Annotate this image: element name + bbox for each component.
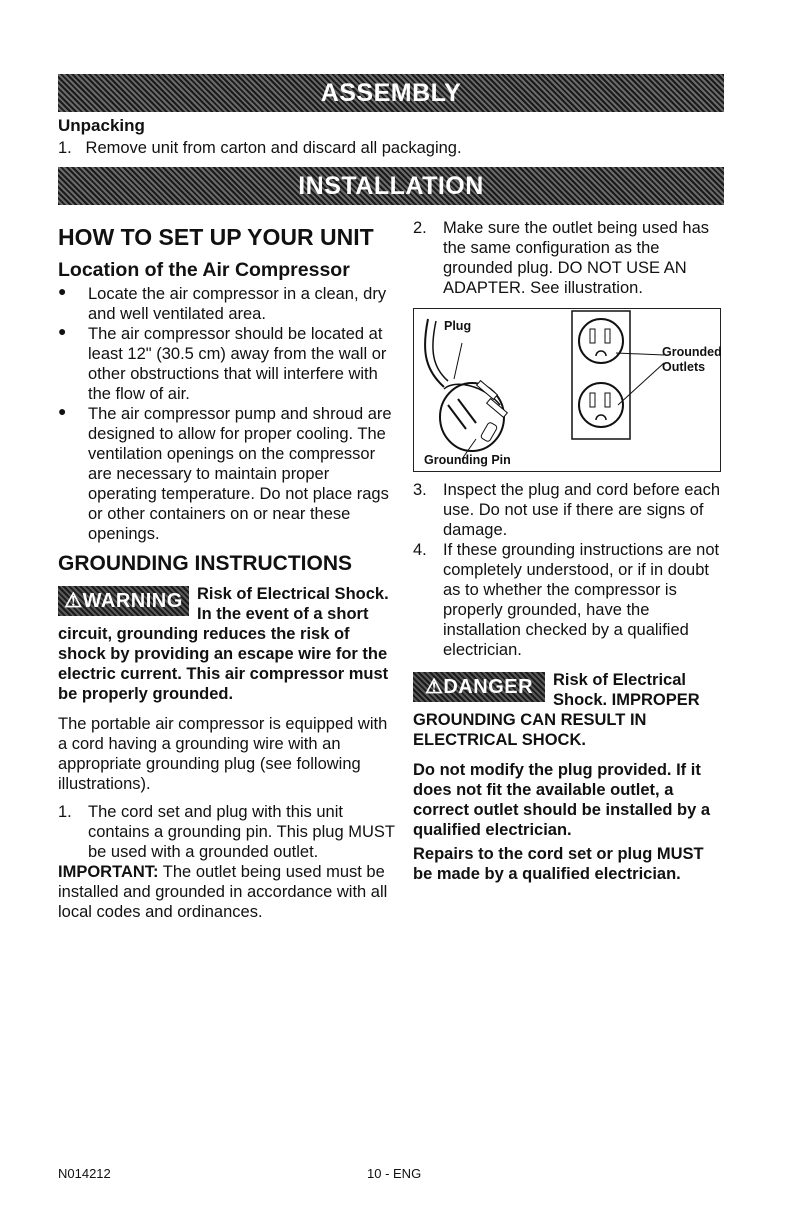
step-text: Remove unit from carton and discard all packaging. (85, 139, 462, 157)
step-number: 1. (58, 139, 72, 157)
plug-label: Plug (444, 319, 472, 333)
right-step-2: 2. Make sure the outlet being used has the same configuration as the grounded plug. DO NOT USE AN ADAPTER. See illustration. (413, 219, 710, 297)
list-item: ● The air compressor should be located at least 12" (30.5 cm) away from the wall or other obstructions that will interfere with the flow of air. (58, 323, 387, 403)
grounding-pin-label: Grounding Pin (424, 453, 511, 467)
left-column (58, 224, 398, 922)
important-note (58, 862, 398, 922)
right-column (413, 218, 723, 884)
unpacking-heading: Unpacking (58, 116, 145, 135)
grounding-paragraph: The portable air compressor is equipped with a cord having a grounding wire with an appropriate grounding plug (see following illustrations). (58, 715, 388, 793)
danger-badge: ⚠DANGER (413, 672, 545, 702)
important-text: The outlet being used must be installed and grounded in accordance with all local codes and ordinances. (58, 863, 388, 921)
installation-banner (58, 167, 724, 205)
page-number: 10 - ENG (367, 1166, 422, 1181)
danger-paragraph-2: Repairs to the cord set or plug MUST be made by a qualified electrician. (413, 845, 704, 883)
location-bullets (58, 284, 398, 544)
unpacking-step-1 (58, 138, 718, 158)
grounding-heading: GROUNDING INSTRUCTIONS (58, 552, 352, 575)
danger-block (413, 670, 723, 750)
left-step-1: 1. The cord set and plug with this unit contains a grounding pin. This plug MUST be used with a grounded outlet. (58, 803, 395, 861)
setup-heading: HOW TO SET UP YOUR UNIT (58, 224, 374, 250)
assembly-title: ASSEMBLY (320, 78, 462, 107)
outlets-label-line-1: Grounded (662, 345, 722, 359)
important-label: IMPORTANT: (58, 863, 159, 881)
plug-drawing (414, 309, 720, 471)
warning-block (58, 584, 398, 704)
warning-text: Risk of Electrical Shock. In the event of a short circuit, grounding reduces the risk of shock by providing an escape wire for the electric current. This air compressor must be properly grounded. (58, 585, 389, 703)
list-item: ● Locate the air compressor in a clean, dry and well ventilated area. (58, 283, 387, 323)
warning-badge: ⚠WARNING (58, 586, 189, 616)
right-step-3: 3. Inspect the plug and cord before each use. Do not use if there are signs of damage. (413, 481, 721, 539)
installation-title: INSTALLATION (298, 171, 484, 200)
location-heading: Location of the Air Compressor (58, 259, 350, 281)
list-item: ● The air compressor pump and shroud are designed to allow for proper cooling. The ventilation openings on the compressor are necessary to maintain proper operating temperature. Do not place rags or other containers on or near these openings. (58, 403, 392, 543)
document-code: N014212 (58, 1166, 111, 1181)
right-step-4: 4. If these grounding instructions are not completely understood, or if in doubt as to whether the compressor is properly grounded, have the installation checked by a qualified electrician. (413, 541, 720, 659)
plug-outlet-illustration (413, 308, 721, 472)
danger-paragraph-1: Do not modify the plug provided. If it does not fit the available outlet, a correct outlet should be installed by a qualified electrician. (413, 761, 711, 839)
danger-text: Risk of Electrical Shock. IMPROPER GROUNDING CAN RESULT IN ELECTRICAL SHOCK. (413, 671, 700, 749)
outlets-label-line-2: Outlets (662, 360, 706, 374)
assembly-banner (58, 74, 724, 112)
